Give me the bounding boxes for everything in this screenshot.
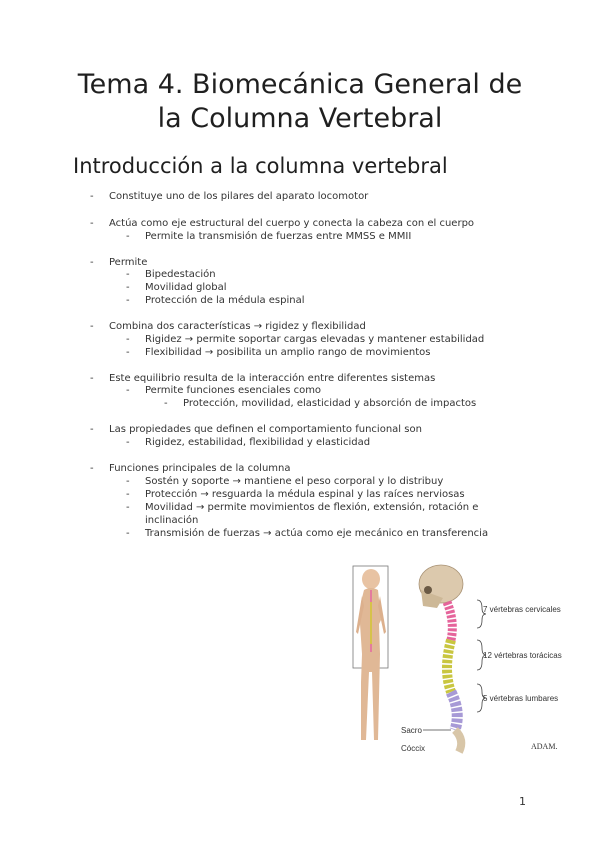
label-thoracic: 12 vértebras torácicas — [483, 651, 562, 660]
page-number: 1 — [519, 795, 526, 808]
list-item: - Este equilibrio resulta de la interacción entre diferentes sistemas — [90, 373, 436, 384]
title-line-1: Tema 4. Biomecánica General de — [77, 69, 523, 100]
label-lumbar: 5 vértebras lumbares — [483, 694, 559, 703]
body-silhouette-icon — [353, 566, 388, 740]
list-item: - Transmisión de fuerzas → actúa como eje mecánico en transferencia — [126, 528, 489, 539]
list-item: - Combina dos características → rigidez y flexibilidad — [90, 321, 366, 332]
list-item: - Rigidez → permite soportar cargas elevadas y mantener estabilidad — [126, 334, 485, 345]
list-item: - Rigidez, estabilidad, flexibilidad y elasticidad — [126, 437, 371, 448]
list-item: - Flexibilidad → posibilita un amplio rango de movimientos — [126, 347, 431, 358]
list-item: - Permite — [90, 257, 148, 268]
label-sacrum: Sacro — [401, 726, 422, 735]
list-item: - Protección → resguarda la médula espinal y las raíces nerviosas — [126, 489, 465, 500]
label-cervical: 7 vértebras cervicales — [483, 605, 561, 614]
skull-icon — [419, 565, 463, 608]
list-item: - Las propiedades que definen el comportamiento funcional son — [90, 424, 422, 435]
list-item: - Constituye uno de los pilares del aparato locomotor — [90, 191, 369, 202]
vertebral-column-icon — [447, 602, 461, 752]
adam-brand: ADAM. — [531, 742, 558, 751]
list-item: - Permite funciones esenciales como — [126, 385, 322, 396]
list-item: - Movilidad → permite movimientos de flexión, extensión, rotación e — [126, 502, 479, 513]
list-item-continuation: inclinación — [145, 515, 199, 526]
list-item: - Protección, movilidad, elasticidad y absorción de impactos — [164, 398, 477, 409]
list-item: - Funciones principales de la columna — [90, 463, 291, 474]
list-item: - Protección de la médula espinal — [126, 295, 305, 306]
list-item: - Actúa como eje estructural del cuerpo y conecta la cabeza con el cuerpo — [90, 218, 475, 229]
list-item: - Movilidad global — [126, 282, 227, 293]
spine-illustration — [345, 562, 585, 762]
section-heading: Introducción a la columna vertebral — [73, 154, 448, 178]
list-item: - Permite la transmisión de fuerzas entre MMSS e MMII — [126, 231, 412, 242]
page-title — [0, 68, 600, 136]
spine-figure — [345, 562, 585, 762]
label-coccyx: Cóccix — [401, 744, 426, 753]
title-line-2: la Columna Vertebral — [157, 103, 443, 134]
list-item: - Bipedestación — [126, 269, 216, 280]
list-item: - Sostén y soporte → mantiene el peso corporal y lo distribuy — [126, 476, 444, 487]
